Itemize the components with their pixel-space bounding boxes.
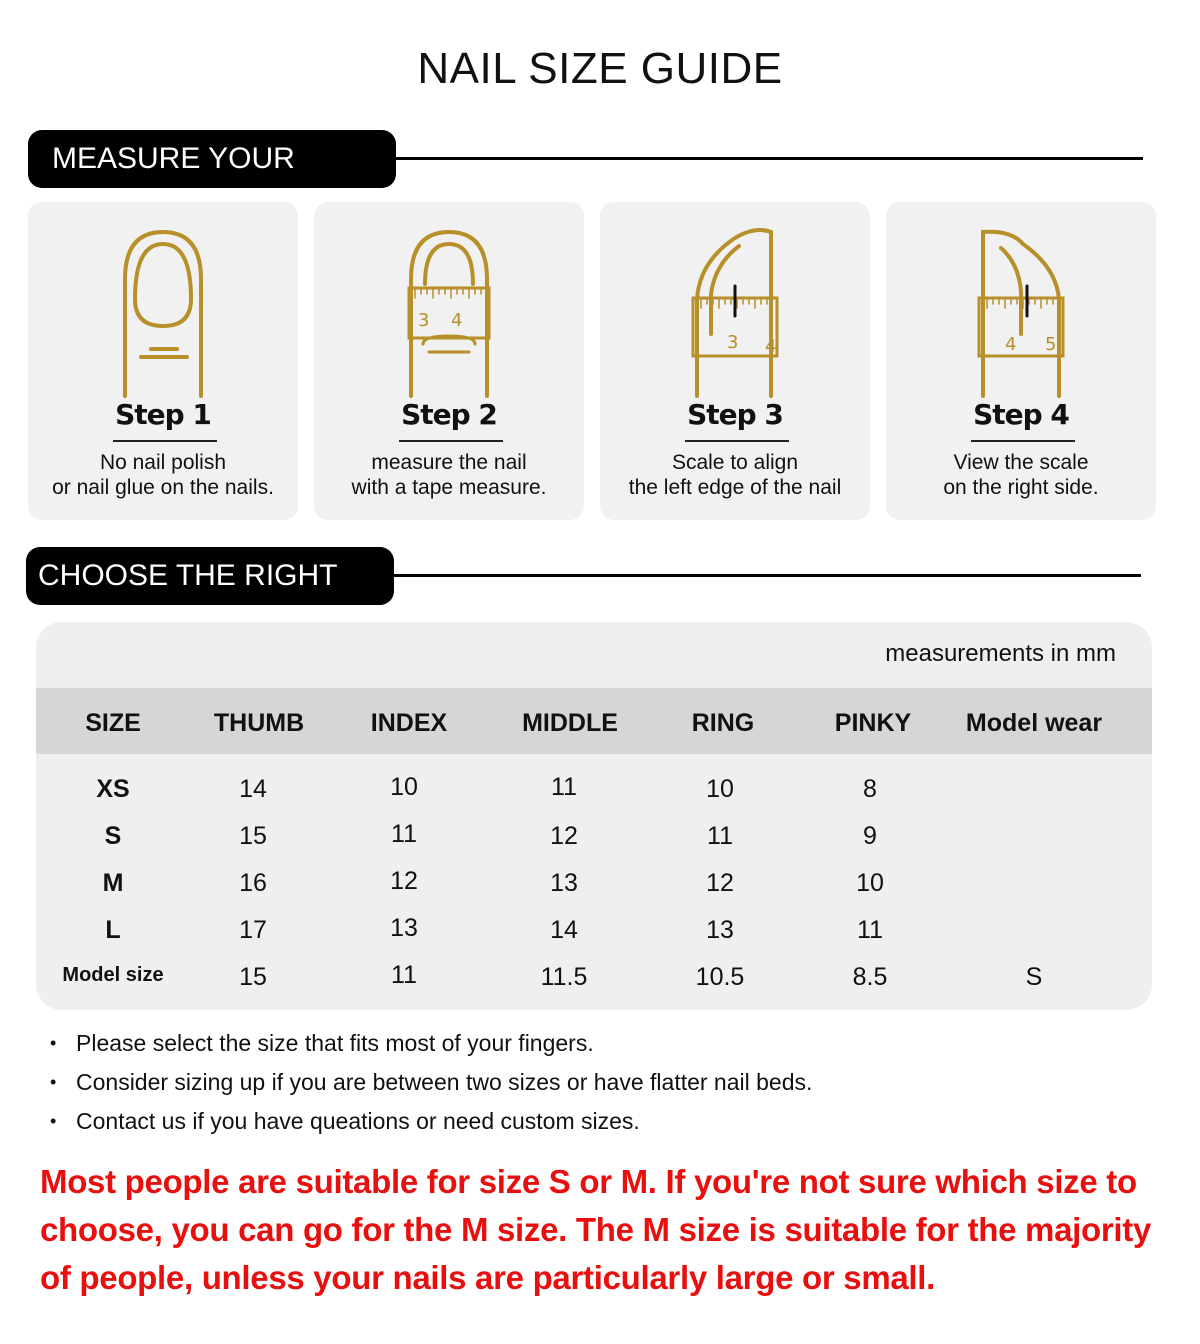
cell-pinky: 8 bbox=[863, 775, 877, 803]
size-section-divider bbox=[394, 574, 1141, 577]
step-desc-1-line1: No nail polish bbox=[99, 451, 227, 474]
cell-pinky: 11 bbox=[857, 916, 883, 944]
step-desc-4-line1: View the scale bbox=[953, 451, 1089, 474]
cell-model-wear: S bbox=[1025, 963, 1043, 991]
cell-index: 10 bbox=[390, 773, 418, 801]
cell-thumb: 15 bbox=[239, 822, 267, 850]
finger-scale-right-icon bbox=[961, 224, 1081, 399]
cell-index: 11 bbox=[391, 820, 417, 848]
step-card-4 bbox=[886, 202, 1156, 520]
table-header-row bbox=[36, 688, 1152, 754]
step-desc-4-line2: on the right side. bbox=[943, 476, 1099, 499]
finger-scale-left-icon bbox=[675, 224, 795, 399]
cell-pinky: 9 bbox=[863, 822, 877, 850]
step-card-1 bbox=[28, 202, 298, 520]
step-label-3: Step 3 bbox=[687, 398, 783, 431]
scale-number-5: 5 bbox=[1045, 334, 1057, 355]
cell-thumb: 15 bbox=[239, 963, 267, 991]
step-underline-3 bbox=[685, 440, 789, 442]
step-label-1: Step 1 bbox=[115, 398, 211, 431]
scale-number-4: 4 bbox=[765, 336, 777, 357]
step-underline-2 bbox=[399, 440, 503, 442]
cell-size: Model size bbox=[62, 964, 164, 986]
list-item: • Consider sizing up if you are between two sizes or have flatter nail beds. bbox=[50, 1063, 1150, 1102]
tape-number-3: 3 bbox=[418, 310, 430, 331]
cell-index: 13 bbox=[390, 914, 418, 942]
cell-middle: 13 bbox=[550, 869, 578, 897]
cell-pinky: 8.5 bbox=[852, 963, 888, 991]
table-row bbox=[36, 955, 1152, 999]
cell-ring: 11 bbox=[707, 822, 733, 850]
step-desc-2-line1: measure the nail bbox=[371, 451, 527, 474]
step-card-3 bbox=[600, 202, 870, 520]
step-desc-2 bbox=[314, 450, 584, 500]
step-card-2 bbox=[314, 202, 584, 520]
steps-row bbox=[28, 202, 1156, 520]
cell-thumb: 16 bbox=[239, 869, 267, 897]
step-label-2: Step 2 bbox=[401, 398, 497, 431]
measure-section-divider bbox=[396, 157, 1143, 160]
table-row bbox=[36, 767, 1152, 811]
cell-ring: 10.5 bbox=[695, 963, 745, 991]
col-header-pinky: PINKY bbox=[834, 709, 912, 737]
cell-size: S bbox=[104, 822, 122, 850]
measure-section-heading: MEASURE YOUR bbox=[28, 130, 396, 188]
cell-middle: 11 bbox=[551, 773, 577, 801]
step-underline-4 bbox=[971, 440, 1075, 442]
table-row bbox=[36, 861, 1152, 905]
col-header-index: INDEX bbox=[370, 709, 448, 737]
cell-pinky: 10 bbox=[856, 869, 884, 897]
cell-middle: 14 bbox=[550, 916, 578, 944]
cell-ring: 12 bbox=[706, 869, 734, 897]
cell-index: 11 bbox=[391, 961, 417, 989]
tape-number-4: 4 bbox=[451, 310, 463, 331]
table-row bbox=[36, 814, 1152, 858]
scale-number-3: 3 bbox=[727, 332, 739, 353]
cell-thumb: 17 bbox=[239, 916, 267, 944]
finger-nail-icon bbox=[103, 224, 223, 399]
col-header-size: SIZE bbox=[85, 709, 141, 737]
cell-size: M bbox=[102, 869, 124, 897]
cell-middle: 12 bbox=[550, 822, 578, 850]
step-underline-1 bbox=[113, 440, 217, 442]
size-table bbox=[36, 622, 1152, 1010]
list-item: • Contact us if you have queations or need custom sizes. bbox=[50, 1102, 1150, 1141]
col-header-ring: RING bbox=[691, 709, 755, 737]
cell-index: 12 bbox=[390, 867, 418, 895]
step-label-4: Step 4 bbox=[973, 398, 1069, 431]
cell-thumb: 14 bbox=[239, 775, 267, 803]
cell-size: XS bbox=[96, 775, 130, 803]
col-header-middle: MIDDLE bbox=[522, 709, 618, 737]
cell-size: L bbox=[105, 916, 121, 944]
step-desc-2-line2: with a tape measure. bbox=[351, 476, 547, 499]
list-item: • Please select the size that fits most of your fingers. bbox=[50, 1024, 1150, 1063]
col-header-thumb: THUMB bbox=[213, 709, 305, 737]
step-desc-4 bbox=[886, 450, 1156, 500]
step-desc-3-line2: the left edge of the nail bbox=[628, 476, 842, 499]
cell-ring: 10 bbox=[706, 775, 734, 803]
scale-number-4: 4 bbox=[1005, 334, 1017, 355]
notes-list bbox=[50, 1024, 1150, 1141]
size-recommendation-warning: Most people are suitable for size S or M. If you're not sure which size to choose, you can go for the M size. The M size is suitable for the majority of people, unless your nails are particularly large or small. bbox=[40, 1163, 1152, 1296]
cell-middle: 11.5 bbox=[540, 963, 588, 991]
step-desc-1-line2: or nail glue on the nails. bbox=[52, 476, 274, 499]
step-desc-3 bbox=[600, 450, 870, 500]
page-title: NAIL SIZE GUIDE bbox=[417, 44, 783, 93]
table-row bbox=[36, 908, 1152, 952]
step-desc-1 bbox=[28, 450, 298, 500]
col-header-model-wear: Model wear bbox=[965, 709, 1103, 737]
size-section-heading: CHOOSE THE RIGHT bbox=[26, 547, 394, 605]
units-note: measurements in mm bbox=[885, 640, 1116, 667]
step-desc-3-line1: Scale to align bbox=[671, 451, 799, 474]
finger-tape-measure-icon bbox=[389, 224, 509, 399]
cell-ring: 13 bbox=[706, 916, 734, 944]
